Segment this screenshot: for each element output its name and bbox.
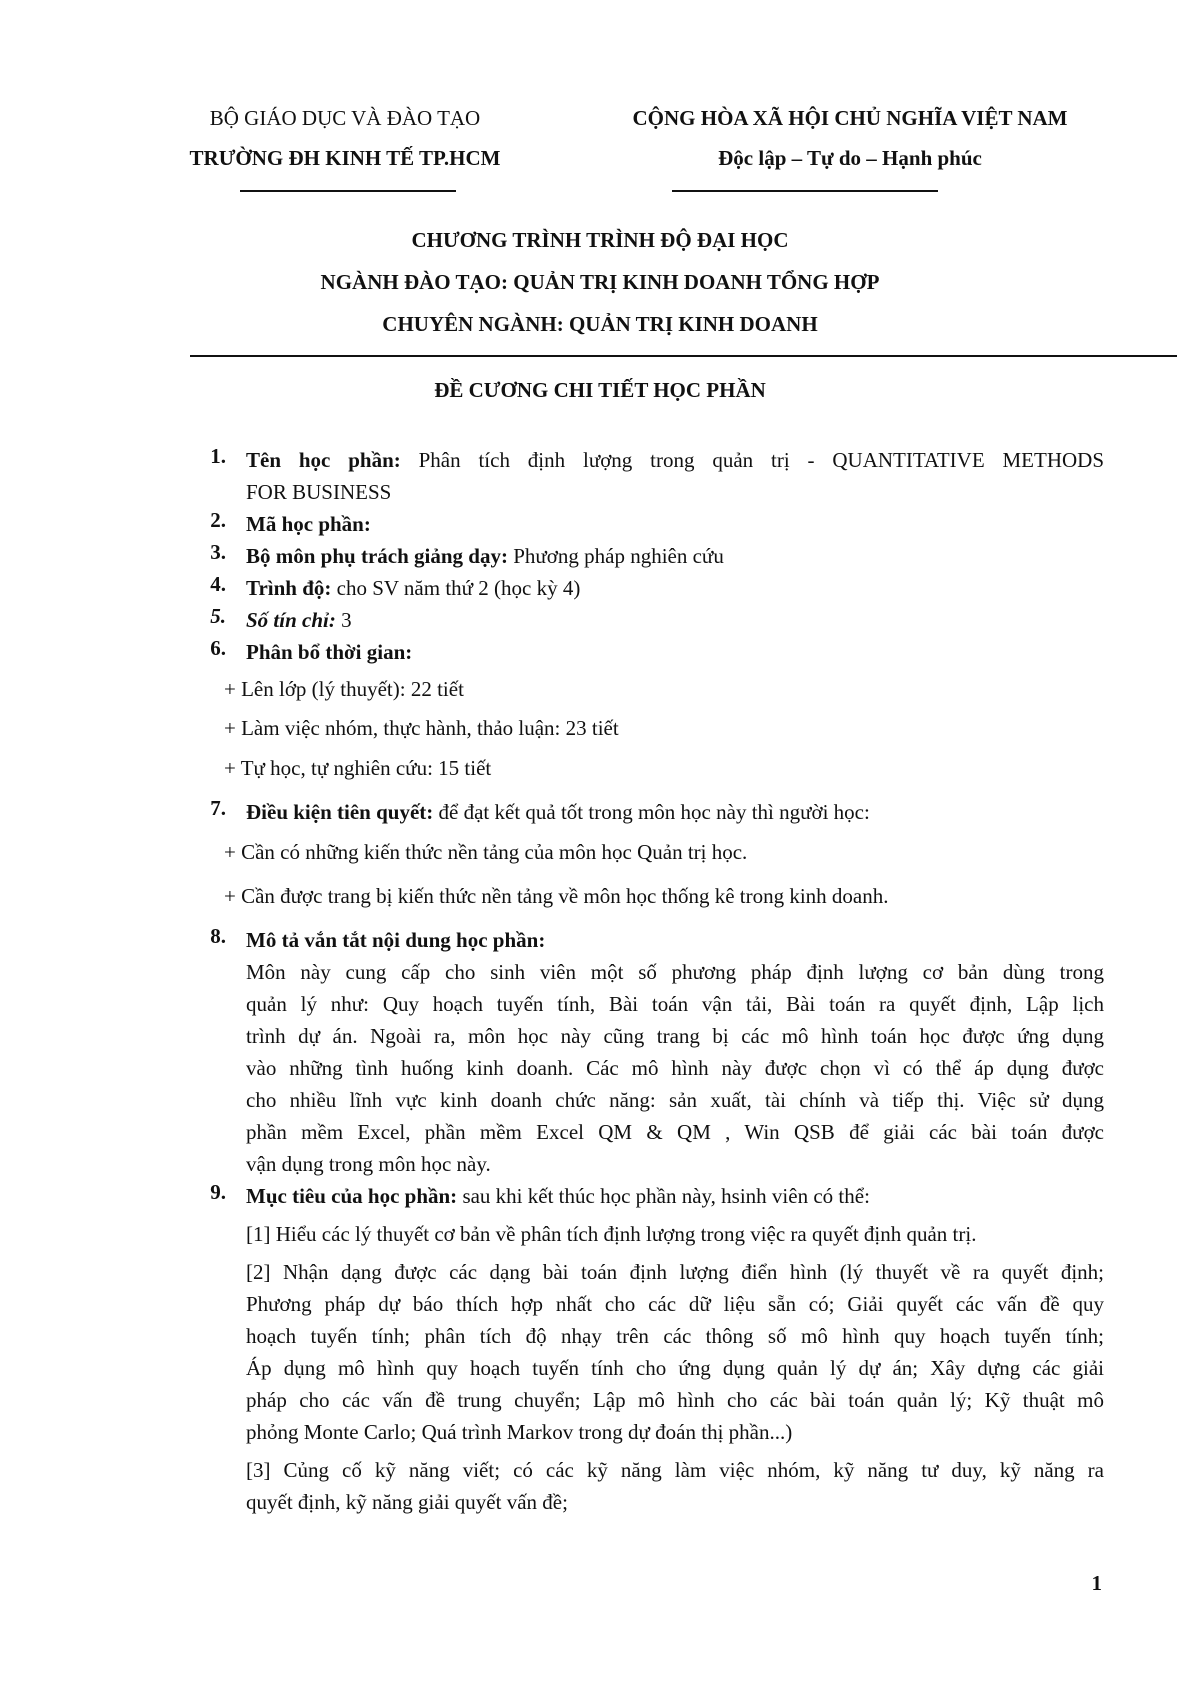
item-8-label: Mô tả vắn tắt nội dung học phần:: [246, 928, 546, 952]
country-motto: Độc lập – Tự do – Hạnh phúc: [718, 146, 982, 170]
objective-2-line: Phương pháp dự báo thích hợp nhất cho các dữ liệu sẵn có; Giải quyết các vấn đề quy: [246, 1292, 1104, 1316]
item-8-desc-line: vào những tình huống kinh doanh. Các mô hình này được chọn vì có thể áp dụng được: [246, 1056, 1104, 1080]
item-6-sub-1: + Lên lớp (lý thuyết): 22 tiết: [224, 677, 464, 701]
item-6-label: Phân bổ thời gian:: [246, 640, 413, 664]
section-divider: [190, 355, 1177, 357]
item-3-label: Bộ môn phụ trách giảng dạy:: [246, 544, 508, 568]
objective-2-line: pháp cho các vấn đề trung chuyển; Lập mô hình cho các bài toán quản lý; Kỹ thuật mô: [246, 1388, 1104, 1412]
header-left-underline: [240, 190, 456, 192]
ministry-name: BỘ GIÁO DỤC VÀ ĐÀO TẠO: [209, 106, 481, 130]
item-3-number: 3.: [210, 540, 226, 564]
item-1-number: 1.: [210, 444, 226, 468]
item-1-text-line1: Phân tích định lượng trong quản trị - QUANTITATIVE METHODS: [418, 448, 1105, 472]
item-6-sub-2: + Làm việc nhóm, thực hành, thảo luận: 23 tiết: [224, 716, 619, 740]
item-8-desc-line: trình dự án. Ngoài ra, môn học này cũng trang bị các mô hình toán học được ứng dụng: [246, 1024, 1104, 1048]
item-8-desc-line: Môn này cung cấp cho sinh viên một số phương pháp định lượng cơ bản dùng trong: [246, 960, 1104, 984]
item-4-text: cho SV năm thứ 2 (học kỳ 4): [336, 576, 581, 600]
page-number: 1: [1091, 1571, 1102, 1595]
item-7-number: 7.: [210, 796, 226, 820]
country-name: CỘNG HÒA XÃ HỘI CHỦ NGHĨA VIỆT NAM: [632, 106, 1068, 130]
objective-3-line: quyết định, kỹ năng giải quyết vấn đề;: [246, 1490, 568, 1514]
item-8-desc-line: phần mềm Excel, phần mềm Excel QM & QM , Win QSB để giải các bài toán được: [246, 1120, 1104, 1144]
item-6-sub-3: + Tự học, tự nghiên cứu: 15 tiết: [224, 756, 492, 780]
item-7-sub-1: + Cần có những kiến thức nền tảng của môn học Quản trị học.: [224, 840, 748, 864]
item-5-text: 3: [341, 608, 352, 632]
item-1-text-line2: FOR BUSINESS: [246, 480, 392, 504]
item-8-desc-line: vận dụng trong môn học này.: [246, 1152, 491, 1176]
item-1-label: Tên học phần:: [246, 448, 401, 472]
document-title: ĐỀ CƯƠNG CHI TIẾT HỌC PHẦN: [434, 378, 766, 402]
item-6-number: 6.: [210, 636, 226, 660]
objective-2-line: phỏng Monte Carlo; Quá trình Markov trong dự đoán thị phần...): [246, 1420, 793, 1444]
objective-1: [1] Hiểu các lý thuyết cơ bản về phân tích định lượng trong việc ra quyết định quản trị.: [246, 1222, 977, 1246]
item-8-desc-line: quản lý như: Quy hoạch tuyến tính, Bài toán vận tải, Bài toán ra quyết định, Lập lịch: [246, 992, 1104, 1016]
header-right-underline: [672, 190, 938, 192]
objective-2-line: hoạch tuyến tính; phân tích độ nhạy trên các thông số mô hình quy hoạch tuyến tính;: [246, 1324, 1104, 1348]
item-8-number: 8.: [210, 924, 226, 948]
item-5-label: Số tín chỉ:: [246, 608, 336, 632]
item-2-number: 2.: [210, 508, 226, 532]
item-9-number: 9.: [210, 1180, 226, 1204]
item-3-text: Phương pháp nghiên cứu: [513, 544, 724, 568]
item-7-sub-2: + Cần được trang bị kiến thức nền tảng về môn học thống kê trong kinh doanh.: [224, 884, 889, 908]
objective-3-line: [3] Củng cố kỹ năng viết; có các kỹ năng làm việc nhóm, kỹ năng tư duy, kỹ năng ra: [246, 1458, 1104, 1482]
item-4-number: 4.: [210, 572, 226, 596]
objective-2-line: Áp dụng mô hình quy hoạch tuyến tính cho ứng dụng quản lý dự án; Xây dựng các giải: [246, 1356, 1104, 1380]
item-8-desc-line: cho nhiều lĩnh vực kinh doanh chức năng: sản xuất, tài chính và tiếp thị. Việc sử dụng: [246, 1088, 1104, 1112]
program-level: CHƯƠNG TRÌNH TRÌNH ĐỘ ĐẠI HỌC: [411, 228, 789, 252]
item-4-label: Trình độ:: [246, 576, 332, 600]
item-7-text: để đạt kết quả tốt trong môn học này thì người học:: [438, 800, 870, 824]
item-1-line1: [246, 444, 1104, 477]
item-9-text: sau khi kết thúc học phần này, hsinh viên có thể:: [462, 1184, 870, 1208]
item-9-label: Mục tiêu của học phần:: [246, 1184, 458, 1208]
program-field: NGÀNH ĐÀO TẠO: QUẢN TRỊ KINH DOANH TỔNG HỢP: [320, 270, 880, 294]
item-7-label: Điều kiện tiên quyết:: [246, 800, 434, 824]
item-5-number: 5.: [210, 604, 226, 628]
objective-2-line: [2] Nhận dạng được các dạng bài toán định lượng điển hình (lý thuyết về ra quyết định;: [246, 1260, 1104, 1284]
university-name: TRƯỜNG ĐH KINH TẾ TP.HCM: [189, 146, 501, 170]
program-major: CHUYÊN NGÀNH: QUẢN TRỊ KINH DOANH: [382, 312, 818, 336]
item-2-label: Mã học phần:: [246, 512, 371, 536]
